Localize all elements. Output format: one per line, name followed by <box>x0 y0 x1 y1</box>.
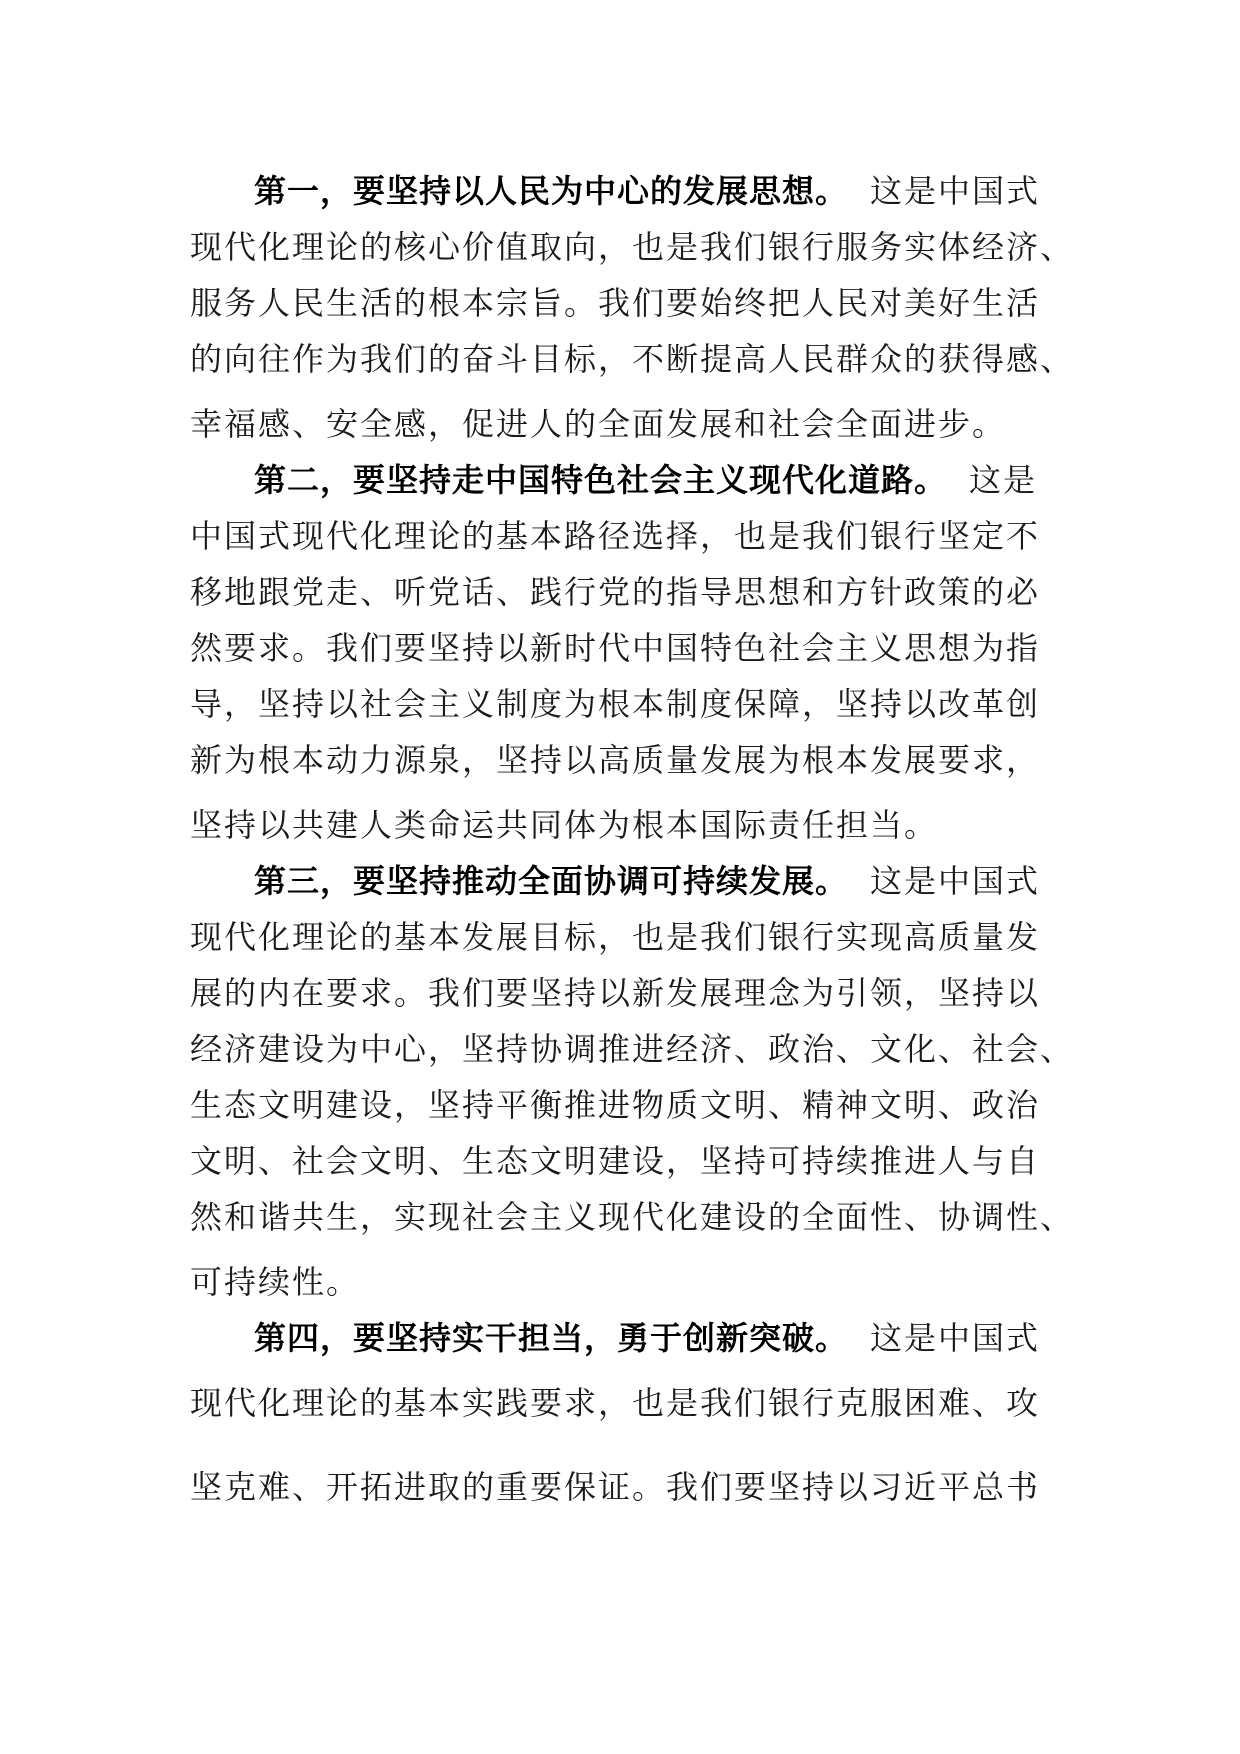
paragraph-1-heading: 第一，要坚持以人民为中心的发展思想。 <box>254 172 849 210</box>
paragraph-1-line: 现代化理论的核心价值取向，也是我们银行服务实体经济、 <box>190 228 1075 266</box>
paragraph-2-heading: 第二，要坚持走中国特色社会主义现代化道路。 <box>254 461 948 499</box>
paragraph-3-line: 经济建设为中心，坚持协调推进经济、政治、文化、社会、 <box>190 1030 1075 1068</box>
paragraph-3-line: 现代化理论的基本发展目标，也是我们银行实现高质量发 <box>190 918 1041 956</box>
paragraph-1-line: 的向往作为我们的奋斗目标，不断提高人民群众的获得感、 <box>190 340 1075 378</box>
paragraph-2-line: 坚持以共建人类命运共同体为根本国际责任担当。 <box>190 806 939 844</box>
paragraph-4-lead-text: 这是中国式 <box>870 1319 1041 1357</box>
paragraph-1-line: 幸福感、安全感，促进人的全面发展和社会全面进步。 <box>190 405 1007 443</box>
paragraph-4-line: 坚克难、开拓进取的重要保证。我们要坚持以习近平总书 <box>190 1468 1041 1506</box>
paragraph-3-line: 然和谐共生，实现社会主义现代化建设的全面性、协调性、 <box>190 1198 1075 1236</box>
paragraph-3-first-line <box>190 853 1060 909</box>
paragraph-4-heading: 第四，要坚持实干担当，勇于创新突破。 <box>254 1319 849 1357</box>
paragraph-3-line: 展的内在要求。我们要坚持以新发展理念为引领，坚持以 <box>190 974 1041 1012</box>
paragraph-1-first-line <box>190 163 1060 219</box>
paragraph-3-heading: 第三，要坚持推动全面协调可持续发展。 <box>254 862 849 900</box>
paragraph-2-line: 中国式现代化理论的基本路径选择，也是我们银行坚定不 <box>190 517 1041 555</box>
paragraph-2-first-line <box>190 452 1060 508</box>
paragraph-3-line: 生态文明建设，坚持平衡推进物质文明、精神文明、政治 <box>190 1086 1041 1124</box>
paragraph-1-lead-text: 这是中国式 <box>870 172 1041 210</box>
paragraph-2-line: 然要求。我们要坚持以新时代中国特色社会主义思想为指 <box>190 629 1041 667</box>
document-body <box>190 163 1075 1515</box>
paragraph-3-line: 文明、社会文明、生态文明建设，坚持可持续推进人与自 <box>190 1142 1041 1180</box>
paragraph-3-lead-text: 这是中国式 <box>870 862 1041 900</box>
paragraph-2-lead-text: 这是 <box>969 461 1038 499</box>
paragraph-4-line: 现代化理论的基本实践要求，也是我们银行克服困难、攻 <box>190 1384 1041 1422</box>
paragraph-2-line: 移地跟党走、听党话、践行党的指导思想和方针政策的必 <box>190 573 1041 611</box>
paragraph-4-first-line <box>190 1310 1060 1366</box>
paragraph-2-line: 新为根本动力源泉，坚持以高质量发展为根本发展要求， <box>190 741 1041 779</box>
paragraph-1-line: 服务人民生活的根本宗旨。我们要始终把人民对美好生活 <box>190 284 1041 322</box>
paragraph-3-line: 可持续性。 <box>190 1263 361 1301</box>
paragraph-2-line: 导，坚持以社会主义制度为根本制度保障，坚持以改革创 <box>190 685 1041 723</box>
